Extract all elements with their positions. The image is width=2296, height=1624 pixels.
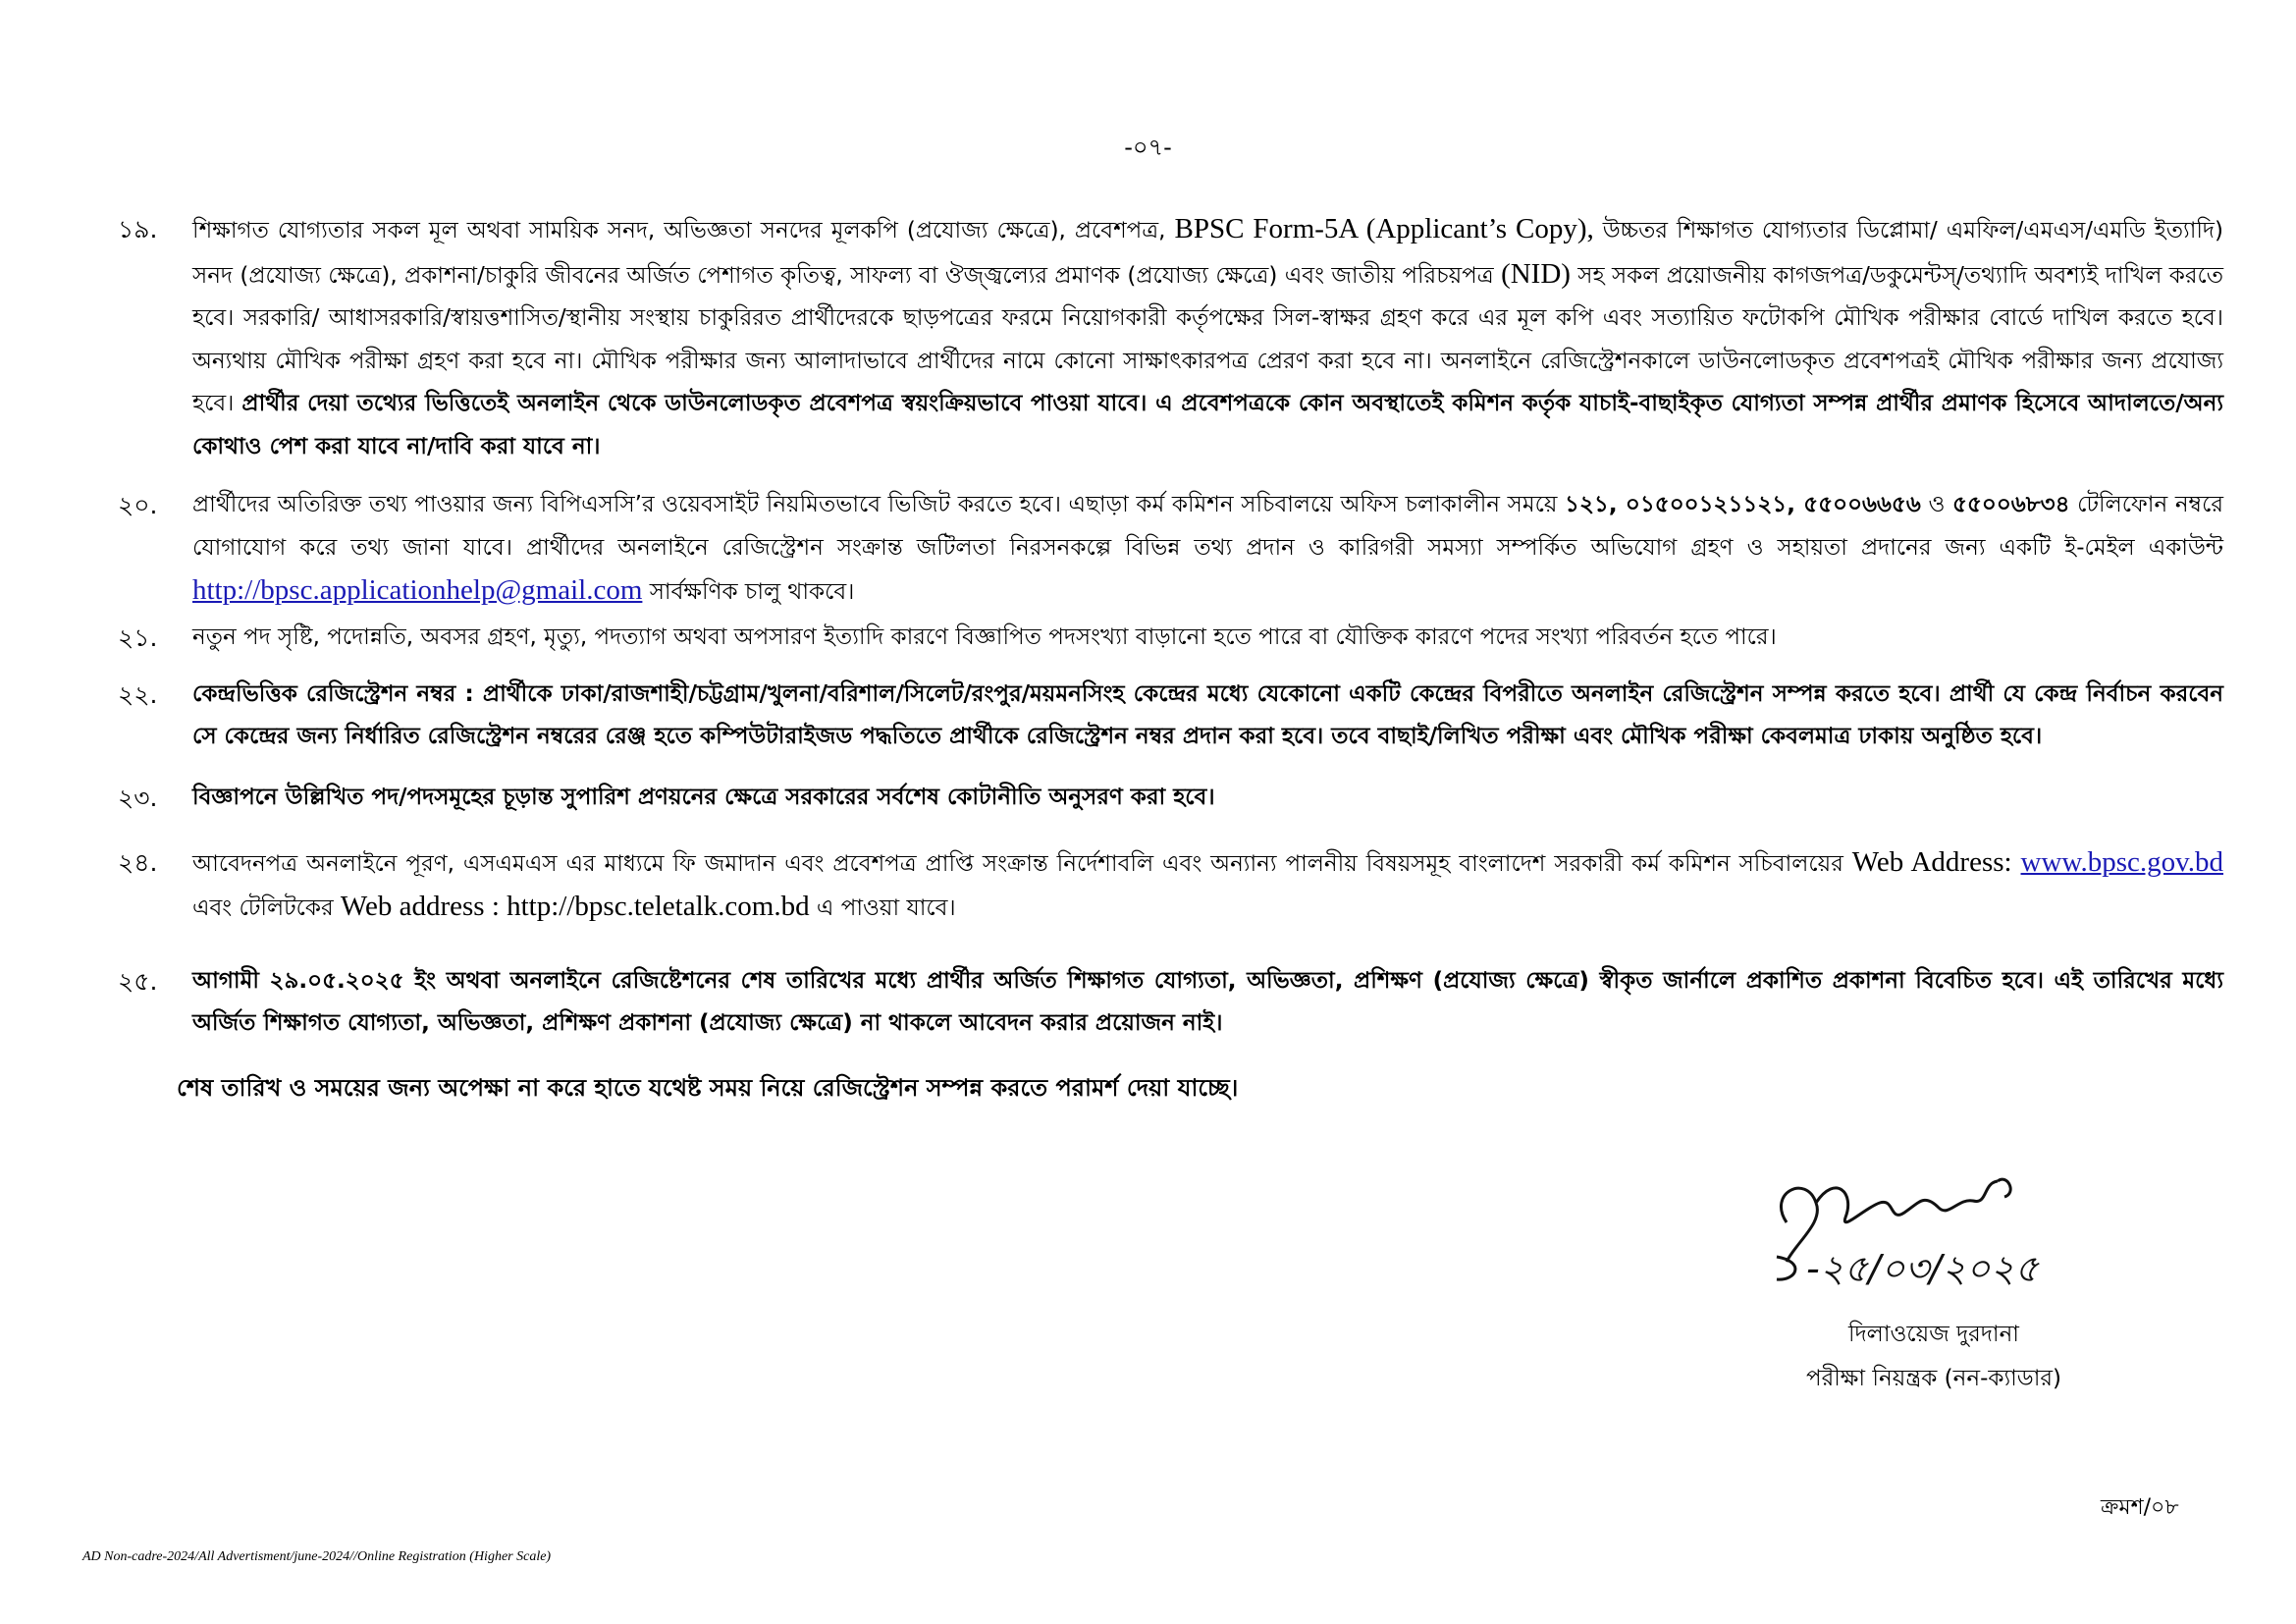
help-email-link[interactable]: http://bpsc.applicationhelp@gmail.com (192, 574, 643, 606)
continued-marker: ক্রমশ/০৮ (2101, 1495, 2179, 1520)
list-item-25 (118, 960, 2223, 1046)
signature-date: -২৫/০৩/২০২৫ (1806, 1247, 2039, 1290)
item-text-part: ও (1920, 492, 1953, 517)
list-item-23 (118, 777, 2223, 820)
registration-advice: শেষ তারিখ ও সময়ের জন্য অপেক্ষা না করে হাতে যথেষ্ট সময় নিয়ে রেজিস্ট্রেশন সম্পন্ন করতে পরামর্শ দেয়া যাচ্ছে। (177, 1074, 1239, 1102)
list-item-21 (118, 617, 2223, 660)
list-item-22 (118, 674, 2223, 759)
item-number: ২১. (118, 623, 158, 652)
item-text-part: উচ্চতর শিক্ষাগত যোগ্যতার ডিপ্লোমা/ এমফিল/এমএস/এমডি ইত্যাদি) সনদ (প্রযোজ্য ক্ষেত্রে), প্রকাশনা/চাকুরি জীবনের অর্জিত পেশাগত কৃতিত্ব, সাফল্য বা ঔজ্জ্বল্যের প্রমাণক (প্রযোজ্য ক্ষেত্রে) এবং জাতীয় পরিচয়পত্র (192, 218, 2223, 289)
item-text-part: এবং টেলিটকের (192, 895, 341, 921)
item-text (192, 484, 2223, 615)
item-text-part: এ পাওয়া যাবে। (809, 895, 956, 921)
phone-number: ৫৫০০৬৮৩৪ (1952, 492, 2070, 517)
item-number: ২৪. (118, 847, 158, 877)
phone-numbers: ১২১, ০১৫০০১২১১২১, ৫৫০০৬৬৫৬ (1565, 492, 1921, 517)
list-item-24 (118, 841, 2223, 931)
item-text-part: শিক্ষাগত যোগ্যতার সকল মূল অথবা সাময়িক সনদ, অভিজ্ঞতা সনদের মূলকপি (প্রযোজ্য ক্ষেত্রে), প্রবেশপত্র, (192, 218, 1175, 244)
item-text-part: প্রার্থীদের অতিরিক্ত তথ্য পাওয়ার জন্য বিপিএসসি’র ওয়েবসাইট নিয়মিতভাবে ভিজিট করতে হবে। এছাড়া কর্ম কমিশন সচিবালয়ে অফিস চলাকালীন সময়ে (192, 492, 1566, 517)
item-number: ১৯. (118, 215, 158, 244)
form-name-text: BPSC Form-5A (Applicant’s Copy), (1174, 213, 1594, 244)
item-text (192, 208, 2223, 468)
nid-text: (NID) (1501, 257, 1571, 290)
item-text: বিজ্ঞাপনে উল্লিখিত পদ/পদসমূহের চূড়ান্ত সুপারিশ প্রণয়নের ক্ষেত্রে সরকারের সর্বশেষ কোটানীতি অনুসরণ করা হবে। (192, 784, 1215, 810)
item-bold-text: প্রার্থীর দেয়া তথ্যের ভিত্তিতেই অনলাইন থেকে ডাউনলোডকৃত প্রবেশপত্র স্বয়ংক্রিয়ভাবে পাওয়া যাবে। এ প্রবেশপত্রকে কোন অবস্থাতেই কমিশন কর্তৃক যাচাই-বাছাইকৃত যোগ্যতা সম্পন্ন প্রার্থীর প্রমাণক হিসেবে আদালতে/অন্য কোথাও পেশ করা যাবে না/দাবি করা যাবে না। (192, 391, 2223, 460)
signer-name: দিলাওয়েজ দুরদানা (1848, 1322, 2019, 1347)
item-text: আগামী ২৯.০৫.২০২৫ ইং অথবা অনলাইনে রেজিষ্টেশনের শেষ তারিখের মধ্যে প্রার্থীর অর্জিত শিক্ষাগত যোগ্যতা, অভিজ্ঞতা, প্রশিক্ষণ (প্রযোজ্য ক্ষেত্রে) স্বীকৃত জার্নালে প্রকাশিত প্রকাশনা বিবেচিত হবে। এই তারিখের মধ্যে অর্জিত শিক্ষাগত যোগ্যতা, অভিজ্ঞতা, প্রশিক্ষণ প্রকাশনা (প্রযোজ্য ক্ষেত্রে) না থাকলে আবেদন করার প্রয়োজন নাই। (192, 967, 2223, 1036)
list-item-19 (118, 208, 2223, 468)
item-text: কেন্দ্রভিত্তিক রেজিস্ট্রেশন নম্বর : প্রার্থীকে ঢাকা/রাজশাহী/চট্টগ্রাম/খুলনা/বরিশাল/সিলেট/রংপুর/ময়মনসিংহ কেন্দ্রের মধ্যে যেকোনো একটি কেন্দ্রের বিপরীতে অনলাইন রেজিস্ট্রেশন সম্পন্ন করতে হবে। প্রার্থী যে কেন্দ্র নির্বাচন করবেন সে কেন্দ্রের জন্য নির্ধারিত রেজিস্ট্রেশন নম্বরের রেঞ্জ হতে কম্পিউটারাইজড পদ্ধতিতে প্রার্থীকে রেজিস্ট্রেশন নম্বর প্রদান করা হবে। তবে বাছাই/লিখিত পরীক্ষা এবং মৌখিক পরীক্ষা কেবলমাত্র ঢাকায় অনুষ্ঠিত হবে। (192, 680, 2223, 749)
instructions-list (118, 208, 2223, 1046)
item-text-part: টেলিফোন নম্বরে যোগাযোগ করে তথ্য জানা যাবে। প্রার্থীদের অনলাইনে রেজিস্ট্রেশন সংক্রান্ত জটিলতা নিরসনকল্পে বিভিন্ন তথ্য প্রদান ও কারিগরী সমস্যা সম্পর্কিত অভিযোগ গ্রহণ ও সহায়তা প্রদানের জন্য একটি ই-মেইল একাউন্ট (192, 492, 2223, 561)
item-text (192, 841, 2223, 931)
item-number: ২৩. (118, 783, 158, 812)
teletalk-address-text: Web address : http://bpsc.teletalk.com.bd (340, 891, 810, 922)
footer-reference: AD Non-cadre-2024/All Advertisment/june-2024//Online Registration (Higher Scale) (82, 1549, 552, 1564)
bpsc-website-link[interactable]: www.bpsc.gov.bd (2020, 845, 2224, 878)
web-address-label: Web Address: (1851, 845, 2012, 878)
item-text-part: সহ সকল প্রয়োজনীয় কাগজপত্র/ডকুমেন্টস্/তথ্যাদি অবশ্যই দাখিল করতে হবে। সরকারি/ আধাসরকারি/স্বায়ত্তশাসিত/স্থানীয় সংস্থায় চাকুরিরত প্রার্থীদেরকে ছাড়পত্রের ফরমে নিয়োগকারী কর্তৃপক্ষের সিল-স্বাক্ষর গ্রহণ করে এর মূল কপি এবং সত্যায়িত ফটোকপি মৌখিক পরীক্ষার বোর্ডে দাখিল করতে হবে। অন্যথায় মৌখিক পরীক্ষা গ্রহণ করা হবে না। মৌখিক পরীক্ষার জন্য আলাদাভাবে প্রার্থীদের নামে কোনো সাক্ষাৎকারপত্র প্রেরণ করা হবে না। অনলাইনে রেজিস্ট্রেশনকালে ডাউনলোডকৃত প্রবেশপত্রই মৌখিক পরীক্ষার জন্য প্রযোজ্য হবে। (192, 262, 2223, 416)
signature-image (1747, 1164, 2101, 1301)
list-item-20 (118, 484, 2223, 615)
item-text: নতুন পদ সৃষ্টি, পদোন্নতি, অবসর গ্রহণ, মৃত্যু, পদত্যাগ অথবা অপসারণ ইত্যাদি কারণে বিজ্ঞাপিত পদসংখ্যা বাড়ানো হতে পারে বা যৌক্তিক কারণে পদের সংখ্যা পরিবর্তন হতে পারে। (192, 623, 1777, 650)
item-number: ২২. (118, 679, 158, 709)
item-number: ২০. (118, 491, 158, 519)
item-text-part: সার্বক্ষণিক চালু থাকবে। (642, 579, 855, 605)
signer-title: পরীক্ষা নিয়ন্ত্রক (নন-ক্যাডার) (1805, 1366, 2062, 1391)
item-number: ২৫. (118, 966, 158, 996)
page-number: -০৭- (1124, 134, 1172, 161)
item-text-part: আবেদনপত্র অনলাইনে পূরণ, এসএমএস এর মাধ্যমে ফি জমাদান এবং প্রবেশপত্র প্রাপ্তি সংক্রান্ত নির্দেশাবলি এবং অন্যান্য পালনীয় বিষয়সমূহ বাংলাদেশ সরকারী কর্ম কমিশন সচিবালয়ের (192, 850, 1852, 877)
